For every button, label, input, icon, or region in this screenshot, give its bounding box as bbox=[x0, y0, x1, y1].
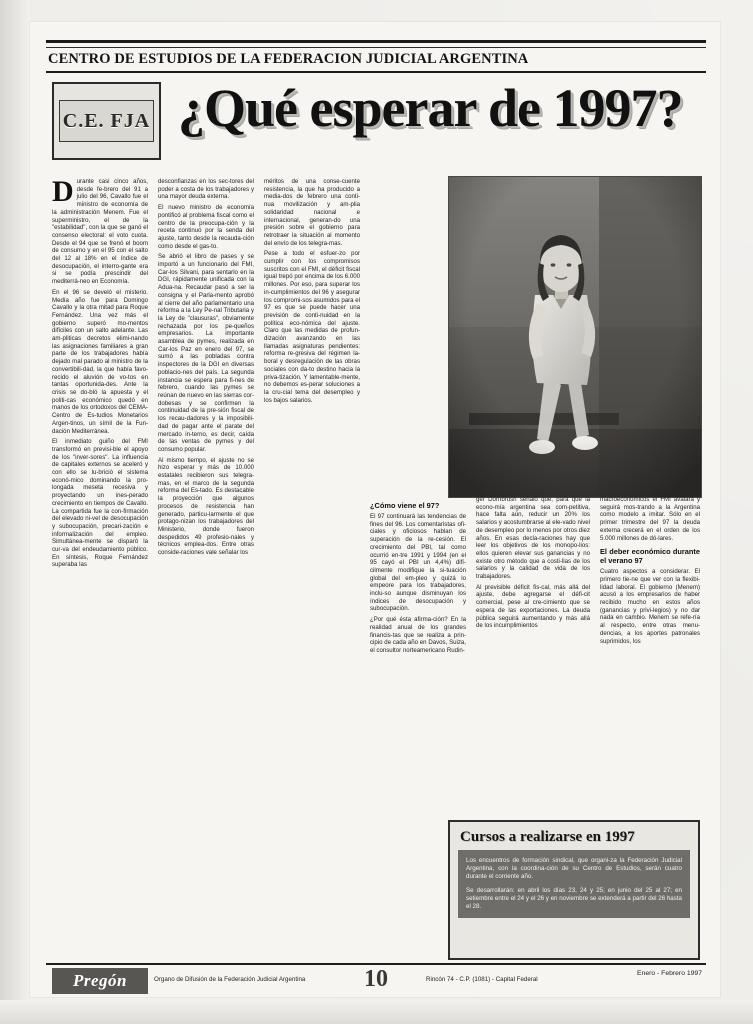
organization-title: CENTRO DE ESTUDIOS DE LA FEDERACION JUDICIAL ARGENTINA bbox=[48, 51, 529, 67]
footer-date: Enero - Febrero 1997 bbox=[637, 970, 702, 977]
text-column-1 bbox=[52, 175, 148, 572]
paragraph: Al previsible déficit fis-cal, más allá del ajuste, debe agregarse el défi-cit comercial, pese al cre-cimiento que se espera de las exportaciones. La deuda pública seguirá aumentando y más allá de los incumplimientos bbox=[476, 583, 590, 630]
paragraph: macroeconómicos el FMI avalará y seguirá mos-trando a la Argentina como modelo a imitar. Sólo en el primer trimestre del 97 la deuda externa crecerá en el orden de los 5.000 millones de dó-lares. bbox=[600, 496, 700, 542]
footer-rule bbox=[46, 963, 706, 965]
promo-paragraph: Los encuentros de formación sindical, que organi-za la Federación Judicial Argentina, con la coordina-ción de su Centro de Estudios, serán cuatro durante el corriente año. bbox=[466, 857, 682, 881]
masthead-rule-bottom bbox=[46, 71, 706, 73]
paragraph: El inmediato guiño del FMI transformó en previsi-ble el apoyo de los "inver-sores". La influencia de capitales externos se aceleró y con ello se lu-brició el sistema econó-mico dominando la pro-longada meseta recesiva y proyectando un ines-perado crecimiento en tiempos de Cavallo. La compartida fue la con-firmación del elevado ni-vel de desocupación y subocupación, precari-zación e informalización del empleo. Simultánea-mente se disparó la cur-va del endeudamiento público. En síntesis, Roque Fernández superaba las bbox=[52, 438, 148, 569]
text-column-5 bbox=[476, 496, 590, 633]
paragraph: Se abrió el libro de pases y se importó a un funcionario del FMI, Car-los Silvani, para sentarlo en la DGI, rápidamente unificada con la Adua-na. Recaudar pasó a ser la consigna y el Parla-mento aprobó al cierre del año parlamentario una reforma a la Ley Pe-nal Tributaria y la Ley de "clausuras", obviamente rechazada por los pe-queños empresarios. La importante asamblea de pymes, realizada en Car-los Paz en enero del 97, se sumó a las pobladas contra inspectores de la DGI en diversas poblacio-nes del país. La segunda instancia se espera para fi-nes de febrero, cuando las pymes se reúnan de nuevo en las sierras cor-dobesas y se confirmen la continuidad de la pre-sión fiscal de los recau-dadores y la imposibili-dad de pagar ante el parate del mercado in-terno, es decir, caída de las ventas de pymes y del consumo popular. bbox=[158, 253, 254, 453]
cefja-logo bbox=[52, 82, 161, 160]
text-column-6 bbox=[600, 496, 700, 648]
footer-organ-text: Organo de Difusión de la Federación Judicial Argentina bbox=[154, 976, 306, 983]
paragraph: desconfianzas en los sec-tores del poder a costa de los trabajadores y una mayor deuda externa. bbox=[158, 178, 254, 201]
promo-body bbox=[458, 850, 690, 918]
page-number: 10 bbox=[364, 966, 388, 992]
text-column-2 bbox=[158, 178, 254, 560]
paragraph: Cuatro aspectos a considerar. El primero tie-ne que ver con la flexibi-lidad laboral. El gobierno (Menem) acusó a los empresarios de haber recibido mucho en estos años (ganancias y privi-legios) y no dar nada en cambio. Menem se refe-ría al respecto, entre otras menu-dencias, a los aportes patronales suprimidos, los bbox=[600, 568, 700, 645]
masthead-rule-thin bbox=[46, 47, 706, 48]
paragraph: Pese a todo el esfuer-zo por cumplir con los compromisos suscritos con el FMI, el déficit fiscal igual trepó por encima de los 6.000 millones. Por eso, para superar los in-cumplimientos del 96 y asegurar los compromi-sos asumidos para el 97 es que se puede hacer una previsión de conti-nuidad en la política eco-nómica del ajuste. Claro que las medidas de profun-dización avanzando en las llamadas asignaturas pendientes: reforma re-gresiva del régimen la-boral y desregulación de las obras sociales con da-to destino hacia la priva-tización. Y lamentable-mente, no debemos es-perar soluciones a la cru-cial tema del desempleo y los bajos salarios. bbox=[264, 250, 360, 404]
page-title: ¿Qué esperar de 1997? bbox=[178, 78, 683, 138]
scan-left-edge bbox=[0, 0, 30, 1024]
promo-title: Cursos a realizarse en 1997 bbox=[460, 829, 635, 845]
footer-address: Rincón 74 - C.P. (1081) - Capital Federal bbox=[426, 976, 538, 983]
masthead bbox=[46, 40, 706, 73]
pregon-logo: Pregón bbox=[52, 968, 148, 994]
cefja-logo-text: C.E. FJA bbox=[59, 100, 154, 142]
paragraph: Al mismo tiempo, el ajuste no se hizo esperar y más de 10.000 estatales recibieron sus telegra-mas, en el marco de la segunda reforma del Es-tado. Es destacable la proyección que algunos procesos de resistencia han generado, particu-larmente el que protago-nizan los trabajadores del Ministerio, donde fueron despedidos 49 profesio-nales y técnicos emplea-dos. Entre otras conside-raciones vale señalar los bbox=[158, 456, 254, 557]
paragraph: ger Dornbrush señaló que, para que la econo-mía argentina sea com-petitiva, hace falta aún, reducir un 20% los salarios y acostumbrarse al ele-vado nivel de desempleo por lo menos por otros diez años. En esas decla-raciones hay que leer los objetivos de los monopo-lios: ellos quieren elevar sus ganancias y no existe otro método que a costi-llas de los salarios y la calidad de vida de los trabajadores. bbox=[476, 496, 590, 581]
paragraph: El nuevo ministro de economía pontificó al problema fiscal como el centro de la preocupa-ción y la receta continuó por la senda del ajuste, tanto desde la recauda-ción como desde el gas-to. bbox=[158, 204, 254, 250]
photo-illustration bbox=[449, 177, 701, 497]
text-column-3 bbox=[264, 178, 360, 407]
paragraph: El 97 continuará las tendencias de fines del 96. Los comentaristas ofi-ciales y oficiosos hablan de superación de la re-cesión. El crecimiento del PBI, tal como ocurrió en-tre 1991 y 1994 (en el 95 cayó el PBI un 4,4%) difí-cilmente modifique la si-tuación global del em-pleo y quizá lo empeore para los trabajadores, inclu-so aunque disminuyan los índices de desocupación y subocupación. bbox=[370, 513, 466, 613]
promo-paragraph: Se desarrollarán: en abril los días 23, 24 y 25; en junio del 25 al 27; en setiembre entre el 24 y el 26 y en noviembre se extenderá a partir del 26 hasta el 28. bbox=[466, 886, 683, 911]
paragraph: ¿Por qué ésta afirma-ción? En la realidad anual de los grandes financis-tas que se realiza a prin-cipio de cada año en Davos, Suiza, el consultor norteamericano Rudin- bbox=[370, 616, 466, 654]
paragraph: Durante casi cinco años, desde fe-brero del 91 a julio del 96, Cavallo fue el ministro de economía de la administración Menem. Fue el superministro, el de la "estabilidad", con la que se ganó el consenso electoral: el voto cuota. Desde el 94 que se frenó el boom de consumo y en el 95 con el salto del 12 al 18% en el índice de desocupación, el interro-gante era si se podía prescindir del mediterrá-neo en Economía. bbox=[52, 175, 148, 286]
article-photo bbox=[448, 176, 702, 498]
courses-promo-box bbox=[448, 820, 700, 960]
text-column-4 bbox=[370, 496, 466, 658]
section-heading-como-viene: ¿Cómo viene el 97? bbox=[370, 501, 440, 510]
section-heading-deber-economico: El deber económico durante el verano 97 bbox=[600, 547, 700, 566]
paragraph: En el 96 se develó el misterio. Medía año fue para Domingo Cavallo y la otra mitad para Roque Fernández. Una vez más el gobierno superó mo-mentos difíciles con un salto adelante. Las am-pliticas decretos elimi-nando las asignaciones familiares a gran parte de los trabajadores había dejado mal parado al ministro de la convertibili-dad, la que había favo-recido el aluvión de vo-tos en tantas oportunida-des. Ante la crisis se do-bló la apuesta y el politi-cas económico quedó en manos de los ortodoxos del CEMA-Centro de Es-tudios Monetarios Argen-tinos, un símil de la Fun-dación Mediterránea. bbox=[52, 288, 148, 435]
scan-bottom-edge bbox=[0, 1000, 753, 1024]
paragraph: méritos de una conse-cuente resistencia, la que ha producido a media-dos de febrero una conti-nua movilización y am-plia solidaridad nacional e internacional, generan-do una presión sobre el gobierno para retrotraer la situación al momento del envío de los telegra-mas. bbox=[264, 178, 360, 247]
masthead-rule-top bbox=[46, 40, 706, 43]
page-footer bbox=[46, 966, 706, 1000]
